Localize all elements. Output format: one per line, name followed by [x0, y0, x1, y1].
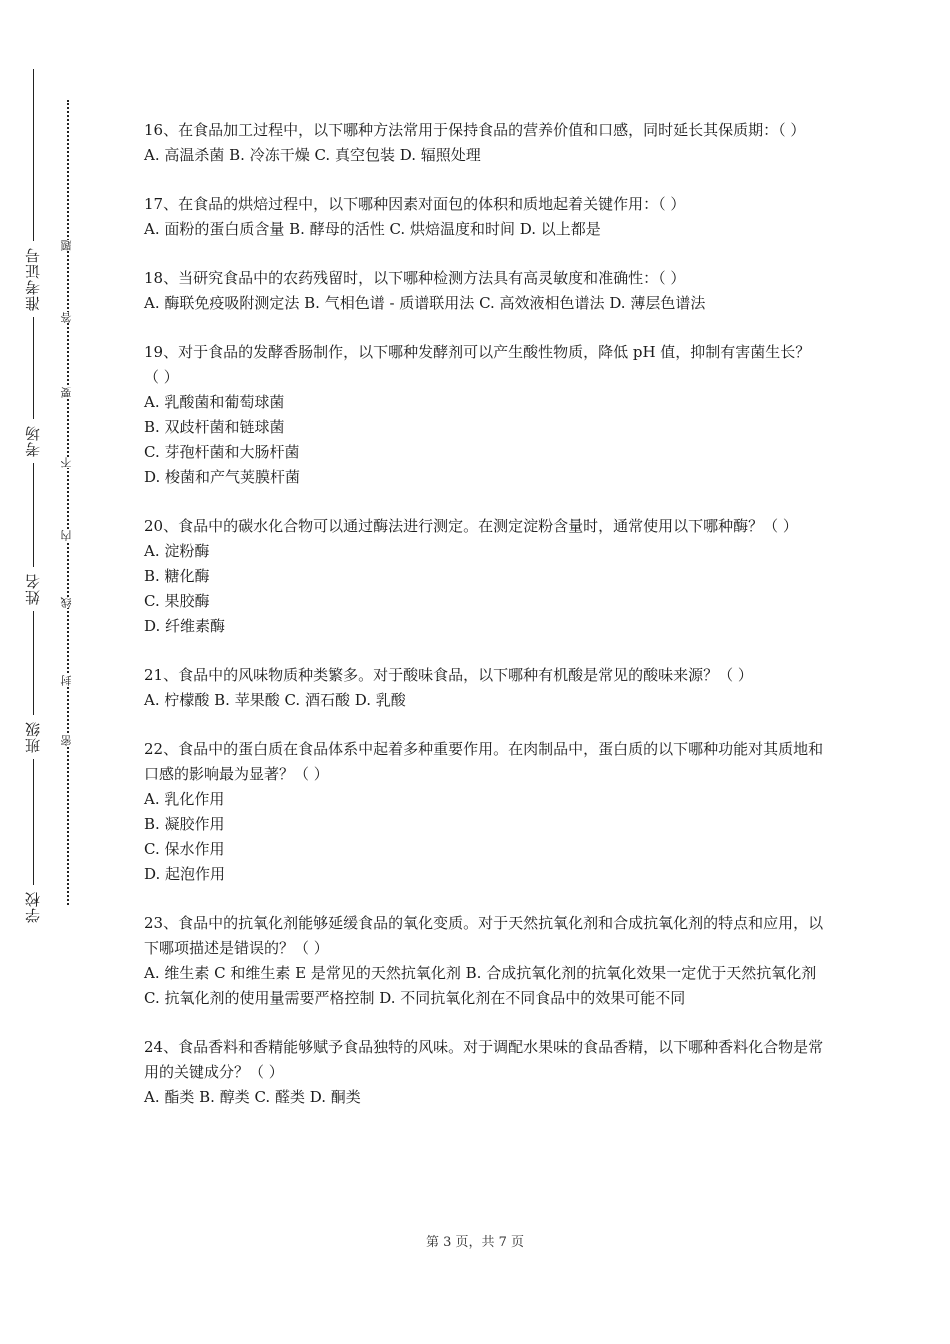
question-options: A. 高温杀菌 B. 冷冻干燥 C. 真空包装 D. 辐照处理 — [144, 146, 481, 164]
seal-text — [60, 100, 76, 905]
question-23 — [144, 911, 824, 1011]
fill-line[interactable] — [33, 759, 34, 885]
bind-label: 考场 — [24, 425, 42, 457]
option-c: C. 果胶酶 — [144, 592, 210, 610]
question-20 — [144, 514, 824, 639]
candidate-info-fields — [22, 84, 44, 929]
question-stem: 23、食品中的抗氧化剂能够延缓食品的氧化变质。对于天然抗氧化剂和合成抗氧化剂的特点和应用，以下哪项描述是错误的？（ ） — [144, 914, 824, 957]
question-stem: 17、在食品的烘焙过程中，以下哪种因素对面包的体积和质地起着关键作用：（ ） — [144, 195, 686, 213]
page-number: 第 3 页，共 7 页 — [425, 1235, 525, 1250]
seal-char: 不 — [60, 457, 76, 468]
question-list — [144, 118, 824, 1134]
bind-field-exam-number — [23, 69, 43, 311]
question-stem: 18、当研究食品中的农药残留时，以下哪种检测方法具有高灵敏度和准确性：（ ） — [144, 269, 686, 287]
bind-label: 班级 — [24, 721, 42, 753]
option-a: A. 淀粉酶 — [144, 542, 210, 560]
option-a: A. 乳酸菌和葡萄球菌 — [144, 393, 285, 411]
question-stem: 24、食品香料和香精能够赋予食品独特的风味。对于调配水果味的食品香精，以下哪种香料化合物是常用的关键成分？（ ） — [144, 1038, 824, 1081]
option-d: D. 起泡作用 — [144, 865, 226, 883]
option-c: C. 芽孢杆菌和大肠杆菌 — [144, 443, 300, 461]
option-d: D. 梭菌和产气荚膜杆菌 — [144, 468, 301, 486]
bind-field-exam-room — [23, 317, 43, 457]
question-stem: 21、食品中的风味物质种类繁多。对于酸味食品，以下哪种有机酸是常见的酸味来源？（ ） — [144, 666, 753, 684]
question-24 — [144, 1035, 824, 1110]
bind-label: 学校 — [24, 891, 42, 923]
question-stem: 16、在食品加工过程中，以下哪种方法常用于保持食品的营养价值和口感，同时延长其保质期：（ ） — [144, 121, 806, 139]
seal-char: 内 — [60, 530, 76, 541]
question-18 — [144, 266, 824, 316]
question-17 — [144, 192, 824, 242]
bind-label: 姓名 — [24, 573, 42, 605]
seal-char: 线 — [60, 597, 76, 608]
bind-field-school — [23, 759, 43, 923]
fill-line[interactable] — [33, 463, 34, 567]
seal-char: 题 — [60, 240, 76, 251]
question-options: A. 柠檬酸 B. 苹果酸 C. 酒石酸 D. 乳酸 — [144, 691, 406, 709]
option-b: B. 凝胶作用 — [144, 815, 225, 833]
option-b: B. 双歧杆菌和链球菌 — [144, 418, 285, 436]
seal-char: 答 — [60, 312, 76, 323]
option-d: D. 纤维素酶 — [144, 617, 226, 635]
question-16 — [144, 118, 824, 168]
question-options: A. 酶联免疫吸附测定法 B. 气相色谱 - 质谱联用法 C. 高效液相色谱法 D. 薄层色谱法 — [144, 294, 706, 312]
seal-char: 要 — [60, 387, 76, 398]
option-b: B. 糖化酶 — [144, 567, 210, 585]
bind-field-name — [23, 463, 43, 605]
seal-char: 密 — [60, 735, 76, 746]
option-c: C. 保水作用 — [144, 840, 225, 858]
question-21 — [144, 663, 824, 713]
question-stem: 22、食品中的蛋白质在食品体系中起着多种重要作用。在肉制品中，蛋白质的以下哪种功能对其质地和口感的影响最为显著？（ ） — [144, 740, 824, 783]
option-a: A. 乳化作用 — [144, 790, 225, 808]
fill-line[interactable] — [33, 317, 34, 419]
question-stem: 20、食品中的碳水化合物可以通过酶法进行测定。在测定淀粉含量时，通常使用以下哪种酶？（ ） — [144, 517, 798, 535]
bind-field-class — [23, 611, 43, 753]
bind-label: 准考证号 — [24, 247, 42, 311]
fill-line[interactable] — [33, 69, 34, 241]
question-options: A. 维生素 C 和维生素 E 是常见的天然抗氧化剂 B. 合成抗氧化剂的抗氧化效果一定优于天然抗氧化剂 C. 抗氧化剂的使用量需要严格控制 D. 不同抗氧化剂在不同食品中的效果可能不同 — [144, 964, 821, 1007]
fill-line[interactable] — [33, 611, 34, 715]
question-19 — [144, 340, 824, 490]
question-options: A. 面粉的蛋白质含量 B. 酵母的活性 C. 烘焙温度和时间 D. 以上都是 — [144, 220, 601, 238]
question-stem: 19、对于食品的发酵香肠制作，以下哪种发酵剂可以产生酸性物质，降低 pH 值，抑制有害菌生长？（ ） — [144, 343, 811, 386]
question-22 — [144, 737, 824, 887]
seal-char: 封 — [60, 675, 76, 686]
question-options: A. 酯类 B. 醇类 C. 醛类 D. 酮类 — [144, 1088, 361, 1106]
